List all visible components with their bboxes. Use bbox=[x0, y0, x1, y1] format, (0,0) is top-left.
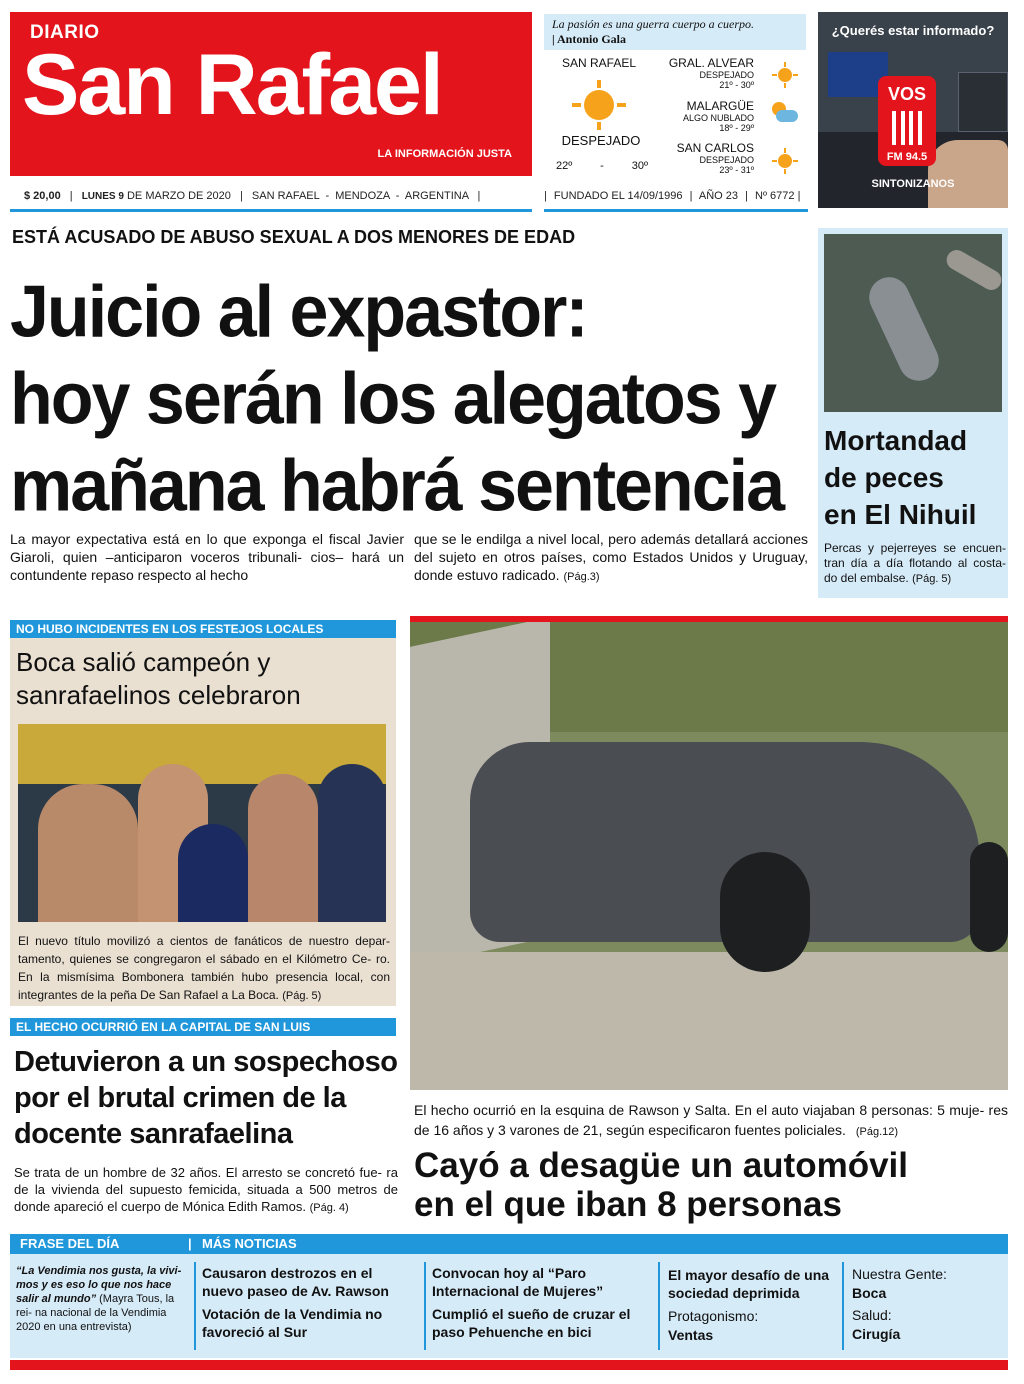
crime-story-headline[interactable] bbox=[14, 1044, 400, 1152]
brief-sociedad[interactable]: El mayor desafío de una sociedad deprimida bbox=[668, 1267, 830, 1301]
weather-main-condition: DESPEJADO bbox=[561, 133, 641, 148]
main-story-col2-text: que se le endilga a nivel local, pero además detallará acciones del sujeto en otros países, como Estados Unidos y Uruguay, donde estuvo radicado. bbox=[414, 531, 808, 583]
main-story-col1: La mayor expectativa está en lo que exponga el fiscal Javier Giaroli, quien –anticiparon voceros tribunali- cios– hará un contundente repaso respecto al hecho bbox=[10, 531, 404, 583]
crime-story-tag: EL HECHO OCURRIÓ EN LA CAPITAL DE SAN LUIS bbox=[10, 1018, 396, 1036]
column-divider bbox=[658, 1262, 660, 1350]
salud-value[interactable]: Cirugía bbox=[852, 1326, 901, 1342]
issue-date: DE MARZO DE 2020 bbox=[126, 190, 231, 202]
weather-city-alvear bbox=[660, 56, 754, 90]
ad-question: ¿Querés estar informado? bbox=[831, 23, 995, 38]
weather-city-name: GRAL. ALVEAR bbox=[668, 56, 754, 70]
price: $ 20,00 bbox=[24, 190, 61, 202]
main-story-headline[interactable] bbox=[10, 268, 810, 529]
boca-story-text bbox=[18, 932, 390, 1005]
footer-rule bbox=[10, 1360, 1008, 1370]
frase-label: FRASE DEL DÍA bbox=[20, 1236, 120, 1251]
car-story-caption bbox=[414, 1100, 1008, 1142]
radio-bars-icon bbox=[892, 111, 922, 145]
headline-line: Juicio al expastor: bbox=[10, 270, 587, 352]
column-divider bbox=[424, 1262, 426, 1350]
weather-main-city: SAN RAFAEL bbox=[561, 56, 637, 70]
fish-photo[interactable] bbox=[824, 234, 1002, 412]
car-caption-text: El hecho ocurrió en la esquina de Rawson y Salta. En el auto viajaban 8 personas: 5 muje- res de 16 años y 3 varones de 21, según especificaron fuentes policiales. bbox=[414, 1102, 1008, 1138]
fan-image bbox=[38, 784, 138, 922]
dateline: $ 20,00 | LUNES 9 DE MARZO DE 2020 | SAN RAFAEL - MENDOZA - ARGENTINA | bbox=[10, 186, 532, 212]
ad-hand-image bbox=[928, 140, 1008, 208]
partly-cloudy-icon bbox=[766, 100, 800, 126]
weather-city-sancarlos bbox=[660, 141, 754, 175]
car-wheel-image bbox=[970, 842, 1008, 952]
headline-line: Mortandad bbox=[824, 425, 968, 456]
headline-line: Detuvieron a un sospechoso bbox=[14, 1046, 398, 1078]
headline-line: Boca salió campeón y bbox=[16, 647, 271, 677]
weather-main-range bbox=[556, 160, 648, 172]
issue-day: LUNES 9 bbox=[81, 191, 124, 202]
founded-date: FUNDADO EL 14/09/1996 bbox=[553, 190, 683, 202]
ad-cta: SINTONIZANOS bbox=[871, 178, 955, 190]
frase-del-dia bbox=[16, 1264, 190, 1334]
masthead-slogan: LA INFORMACIÓN JUSTA bbox=[377, 148, 512, 160]
brief-pehuenche[interactable]: Cumplió el sueño de cruzar el paso Pehuenche en bici bbox=[432, 1306, 631, 1340]
headline-line: en el que iban 8 personas bbox=[414, 1185, 842, 1224]
radio-ad[interactable] bbox=[818, 12, 1008, 208]
weather-city-malargue bbox=[660, 99, 754, 133]
headline-line: de peces bbox=[824, 462, 944, 493]
frase-author: (Mayra Tous, la rei- na nacional de la Vendimia 2020 en una entrevista) bbox=[16, 1293, 175, 1333]
headline-line: hoy serán los alegatos y bbox=[10, 357, 776, 440]
sun-icon bbox=[772, 62, 798, 88]
salud-label: Salud: bbox=[852, 1307, 892, 1323]
weather-city-range: 23º - 31º bbox=[719, 165, 754, 175]
radio-frequency: FM 94.5 bbox=[886, 151, 928, 163]
fan-image bbox=[318, 764, 386, 922]
sun-icon bbox=[772, 148, 798, 174]
masthead-title: San Rafael bbox=[22, 37, 442, 133]
issue-location: SAN RAFAEL - MENDOZA - ARGENTINA bbox=[251, 190, 469, 202]
headline-line: mañana habrá sentencia bbox=[10, 444, 783, 527]
boca-story-headline[interactable] bbox=[16, 646, 396, 712]
car-accident-photo[interactable] bbox=[410, 622, 1008, 1090]
weather-city-condition: ALGO NUBLADO bbox=[682, 113, 754, 123]
column-divider bbox=[194, 1262, 196, 1350]
radio-brand: VOS bbox=[887, 84, 926, 104]
weather-city-name: MALARGÜE bbox=[686, 99, 754, 113]
weather-city-range: 21º - 30º bbox=[719, 80, 754, 90]
weather-main-max: 30º bbox=[631, 160, 648, 172]
ad-monitor-image bbox=[958, 72, 1008, 132]
headline-line: Cayó a desagüe un automóvil bbox=[414, 1146, 908, 1185]
protagonismo-value[interactable]: Ventas bbox=[668, 1327, 714, 1343]
fish-story-body: Percas y pejerreyes se encuen- tran día a día flotando al costa- do del embalse. bbox=[824, 541, 1006, 585]
weather-city-condition: DESPEJADO bbox=[699, 70, 754, 80]
crime-story-text bbox=[14, 1164, 398, 1217]
page-ref: (Pág. 4) bbox=[309, 1202, 349, 1214]
nuestra-gente-value[interactable]: Boca bbox=[852, 1285, 887, 1301]
brief-votacion[interactable]: Votación de la Vendimia no favoreció al Sur bbox=[202, 1306, 383, 1340]
masthead bbox=[10, 12, 532, 176]
crime-story-body: Se trata de un hombre de 32 años. El arresto se concretó fue- ra de la vivienda del supuesto femicida, situada a 500 metros de donde apareció el cuerpo de Mónica Edith Ramos. bbox=[14, 1165, 398, 1214]
weather-city-condition: DESPEJADO bbox=[699, 155, 754, 165]
quote-author: | Antonio Gala bbox=[552, 32, 626, 46]
radio-logo bbox=[878, 76, 936, 166]
bottom-section-bar: FRASE DEL DÍA | MÁS NOTICIAS bbox=[10, 1234, 1008, 1254]
column-divider bbox=[842, 1262, 844, 1350]
main-story-kicker: ESTÁ ACUSADO DE ABUSO SEXUAL A DOS MENORES DE EDAD bbox=[12, 227, 576, 247]
fish-story-headline[interactable] bbox=[824, 422, 1004, 533]
dead-fish-image bbox=[863, 271, 946, 388]
nuestra-gente-label: Nuestra Gente: bbox=[852, 1266, 947, 1282]
main-story-col2 bbox=[414, 530, 808, 586]
daily-quote bbox=[544, 14, 806, 50]
boca-story-tag: NO HUBO INCIDENTES EN LOS FESTEJOS LOCALES bbox=[10, 620, 396, 638]
fan-image bbox=[178, 824, 248, 922]
issue-number: Nº 6772 bbox=[755, 190, 795, 202]
boca-story-body: El nuevo título movilizó a cientos de fanáticos de nuestro depar- tamento, quienes se congregaron el sábado en el Kilómetro Ce- ro. En la mismísima Bombonera también hubo presencia local, con integrantes de la peña De San Rafael a La Boca. bbox=[18, 934, 390, 1002]
masthead-diario: DIARIO bbox=[30, 22, 100, 43]
concrete-curb-image bbox=[410, 952, 1008, 1090]
brief-paro[interactable]: Convocan hoy al “Paro Internacional de Mujeres” bbox=[432, 1265, 604, 1299]
quote-text: La pasión es una guerra cuerpo a cuerpo. bbox=[552, 17, 754, 31]
issue-year: AÑO 23 bbox=[698, 190, 739, 202]
page-ref: (Pág. 5) bbox=[282, 990, 322, 1002]
frase-quote: “La Vendimia nos gusta, la vivi- mos y es eso lo que nos hace salir al mundo” bbox=[16, 1265, 182, 1305]
headline-line: en El Nihuil bbox=[824, 499, 977, 530]
car-story-headline[interactable] bbox=[414, 1146, 1008, 1224]
weather-main-sep: - bbox=[600, 160, 604, 172]
car-wheel-image bbox=[720, 852, 810, 972]
weather-main-min: 22º bbox=[556, 160, 573, 172]
headline-line: docente sanrafaelina bbox=[14, 1118, 293, 1150]
protagonismo-label: Protagonismo: bbox=[668, 1308, 759, 1324]
page-ref: (Pág.3) bbox=[563, 571, 600, 583]
weather-city-name: SAN CARLOS bbox=[676, 141, 754, 155]
fan-image bbox=[248, 774, 318, 922]
fans-celebration-photo[interactable] bbox=[18, 724, 386, 922]
dead-fish-image bbox=[943, 246, 1002, 293]
headline-line: por el brutal crimen de la bbox=[14, 1082, 346, 1114]
brief-destrozos[interactable]: Causaron destrozos en el nuevo paseo de Av. Rawson bbox=[202, 1265, 389, 1299]
page-ref: (Pág.12) bbox=[855, 1126, 899, 1138]
sun-icon bbox=[572, 80, 626, 130]
weather-city-range: 18º - 29º bbox=[719, 123, 754, 133]
page-ref: (Pág. 5) bbox=[912, 573, 952, 585]
fish-story-text bbox=[824, 541, 1006, 587]
headline-line: sanrafaelinos celebraron bbox=[16, 680, 301, 710]
dateline-meta: | FUNDADO EL 14/09/1996 | AÑO 23 | Nº 6772 | bbox=[544, 186, 808, 212]
mas-noticias-label: MÁS NOTICIAS bbox=[202, 1236, 297, 1251]
